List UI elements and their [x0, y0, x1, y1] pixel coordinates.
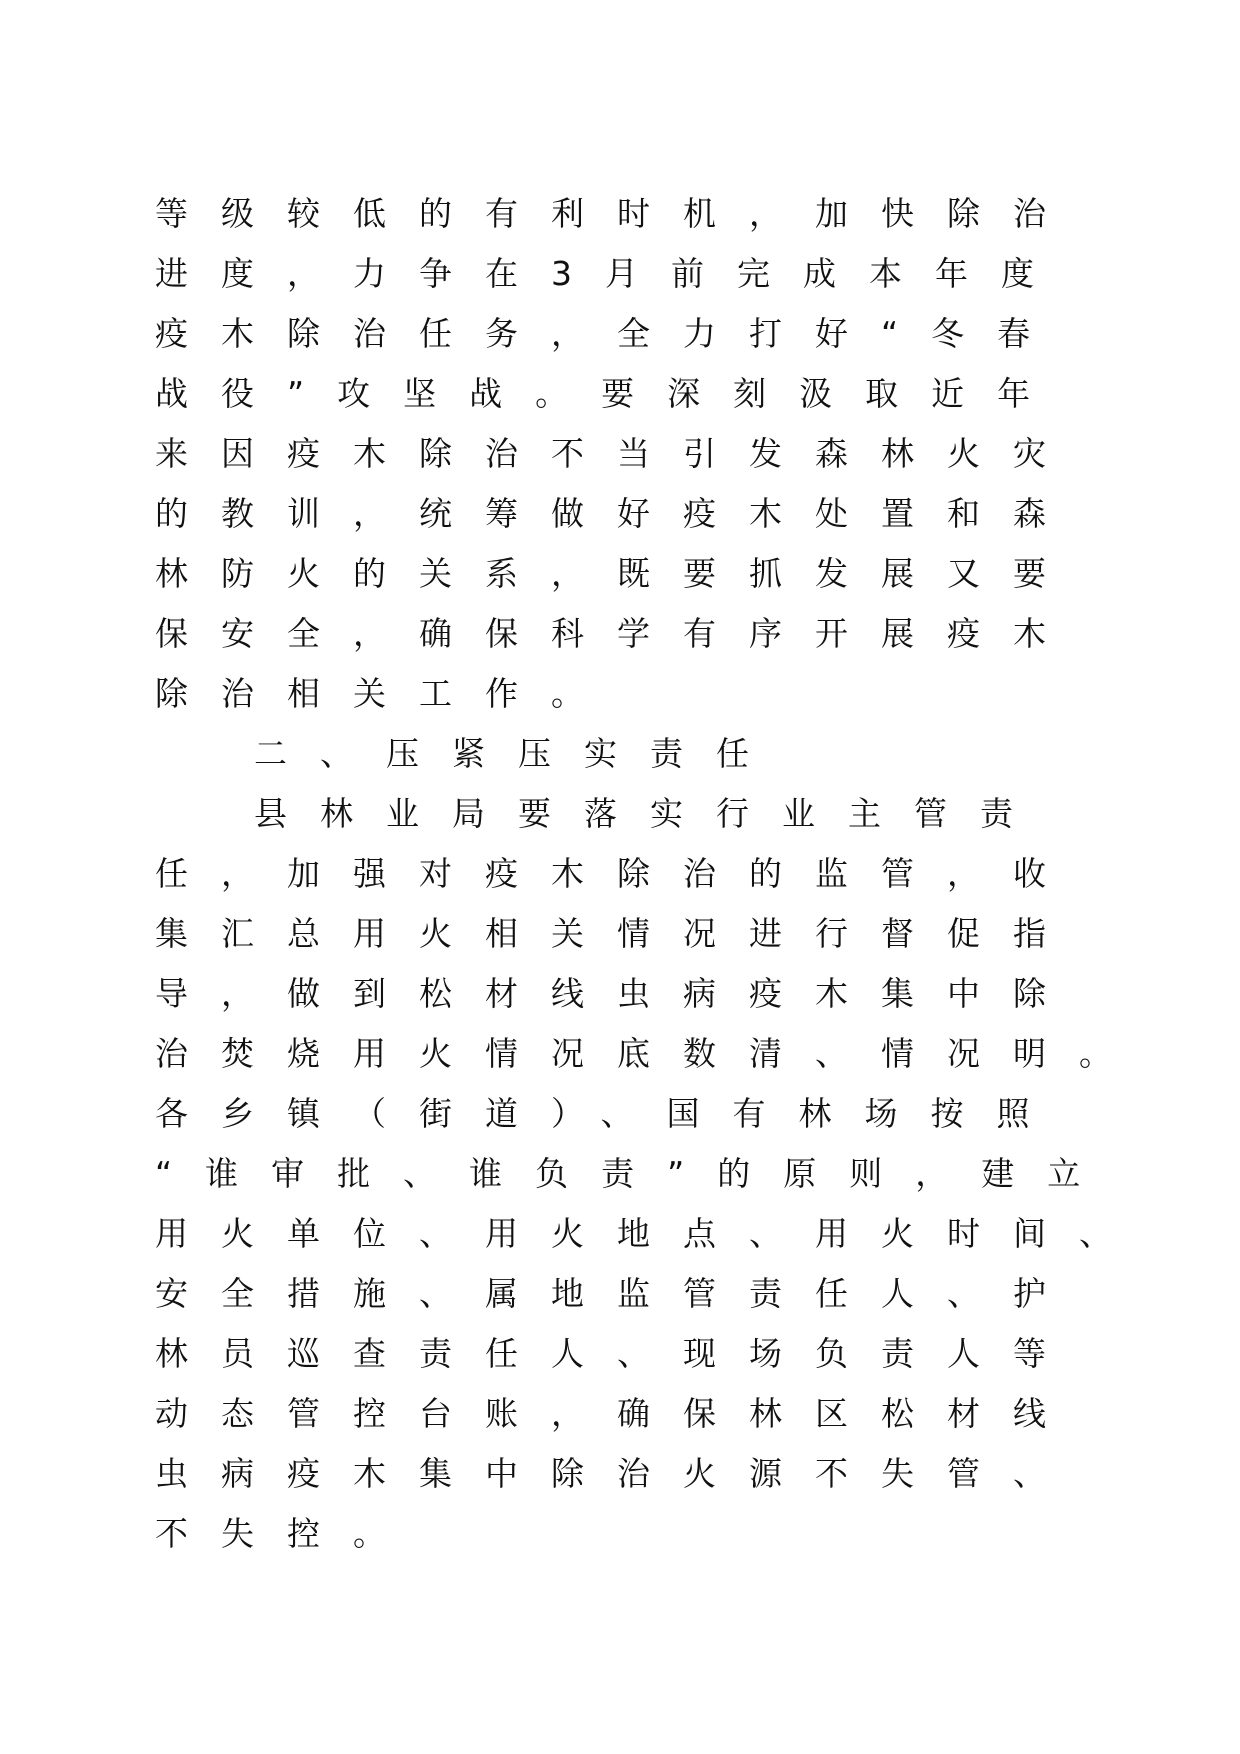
text-line: 虫病疫木集中除治火源不失管、 — [155, 1454, 1079, 1493]
text-line: 各乡镇（街道）、国有林场按照 — [155, 1094, 1063, 1133]
text-line: 治焚烧用火情况底数清、情况明。 — [155, 1034, 1145, 1073]
text-line: 疫木除治任务，全力打好“冬春 — [155, 314, 1064, 353]
text-line: 导，做到松材线虫病疫木集中除 — [155, 974, 1079, 1013]
text-line: 进度，力争在3月前完成本年度 — [155, 254, 1067, 293]
text-line: 保安全，确保科学有序开展疫木 — [155, 614, 1079, 653]
paragraph-first-line: 县林业局要落实行业主管责 — [254, 794, 1046, 833]
text-line: 的教训，统筹做好疫木处置和森 — [155, 494, 1079, 533]
text-line: 等级较低的有利时机，加快除治 — [155, 194, 1079, 233]
text-line: 来因疫木除治不当引发森林火灾 — [155, 434, 1079, 473]
text-line: “谁审批、谁负责”的原则，建立 — [155, 1154, 1114, 1193]
text-line: 除治相关工作。 — [155, 674, 617, 713]
section-heading: 二、压紧压实责任 — [254, 734, 782, 773]
text-line: 不失控。 — [155, 1514, 419, 1553]
text-line: 用火单位、用火地点、用火时间、 — [155, 1214, 1145, 1253]
text-line: 战役”攻坚战。要深刻汲取近年 — [155, 374, 1064, 413]
text-line: 任，加强对疫木除治的监管，收 — [155, 854, 1079, 893]
text-line: 集汇总用火相关情况进行督促指 — [155, 914, 1079, 953]
text-line: 林防火的关系，既要抓发展又要 — [155, 554, 1079, 593]
text-line: 安全措施、属地监管责任人、护 — [155, 1274, 1079, 1313]
text-line: 动态管控台账，确保林区松材线 — [155, 1394, 1079, 1433]
text-line: 林员巡查责任人、现场负责人等 — [155, 1334, 1079, 1373]
